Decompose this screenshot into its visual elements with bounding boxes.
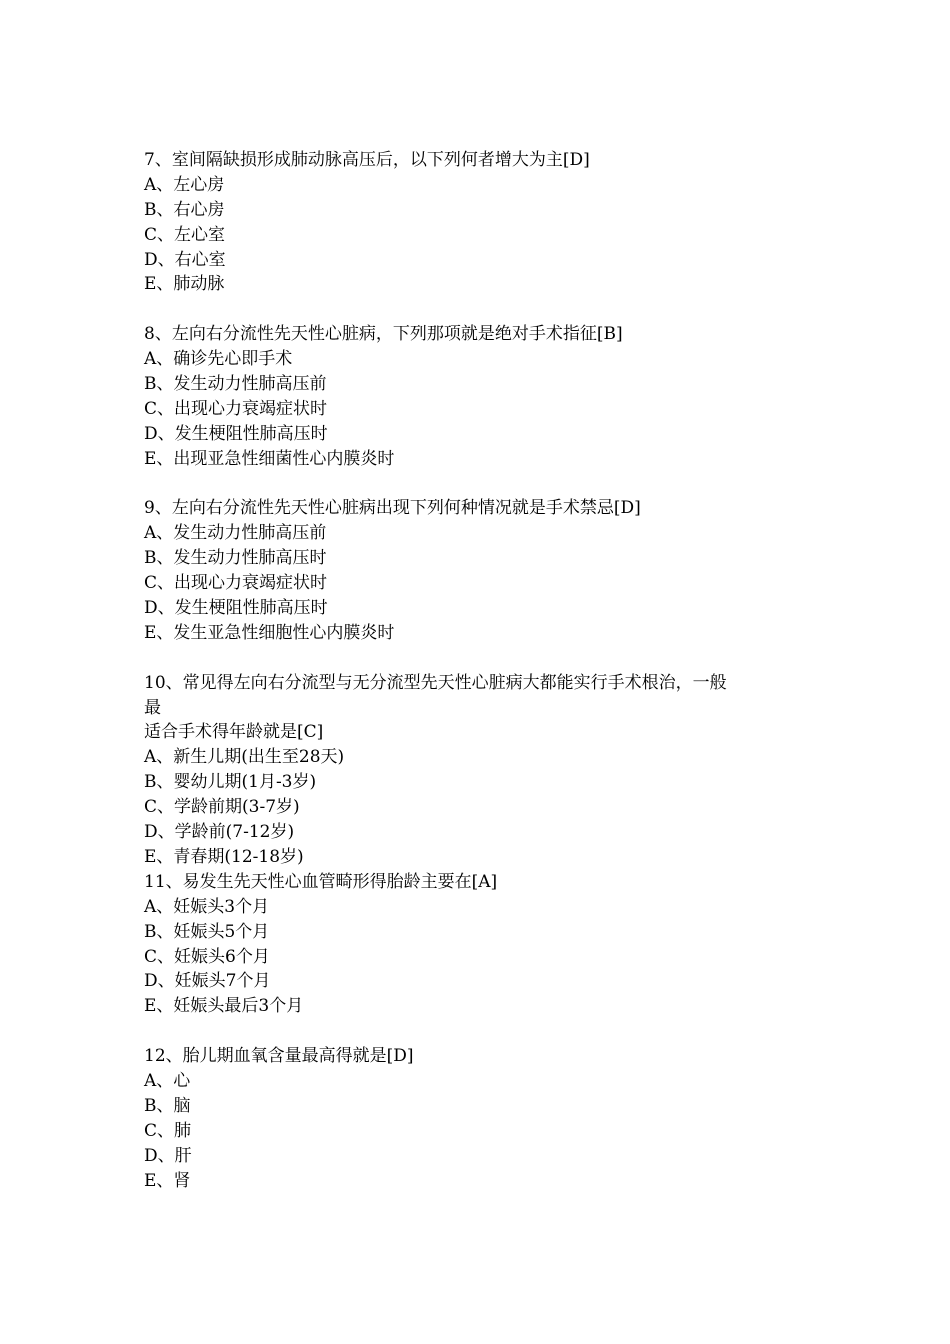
option-b: B、婴幼儿期(1月-3岁) bbox=[144, 772, 317, 793]
blank-line bbox=[144, 472, 844, 497]
question-9 bbox=[144, 496, 844, 645]
question-8 bbox=[144, 322, 844, 471]
option-d: D、发生梗阻性肺高压时 bbox=[144, 598, 328, 619]
question-12 bbox=[144, 1044, 844, 1193]
option-a: A、新生儿期(出生至28天) bbox=[144, 747, 345, 768]
question-stem: 9、左向右分流性先天性心脏病出现下列何种情况就是手术禁忌[D] bbox=[144, 498, 641, 519]
option-c: C、左心室 bbox=[144, 224, 226, 245]
option-d: D、肝 bbox=[144, 1145, 192, 1166]
option-a: A、发生动力性肺高压前 bbox=[144, 523, 327, 544]
option-e: E、肾 bbox=[144, 1170, 191, 1191]
question-stem-continued: 适合手术得年龄就是[C] bbox=[144, 722, 324, 743]
option-a: A、左心房 bbox=[144, 174, 225, 195]
question-11 bbox=[144, 870, 844, 1019]
question-stem-continued: 最 bbox=[144, 697, 161, 718]
option-b: B、脑 bbox=[144, 1095, 191, 1116]
option-b: B、发生动力性肺高压时 bbox=[144, 548, 327, 569]
option-c: C、出现心力衰竭症状时 bbox=[144, 573, 328, 594]
document-body bbox=[144, 148, 844, 1193]
option-c: C、妊娠头6个月 bbox=[144, 946, 270, 967]
question-stem: 12、胎儿期血氧含量最高得就是[D] bbox=[144, 1046, 414, 1067]
option-b: B、右心房 bbox=[144, 199, 225, 220]
option-e: E、青春期(12-18岁) bbox=[144, 846, 304, 867]
option-a: A、确诊先心即手术 bbox=[144, 349, 293, 370]
option-d: D、发生梗阻性肺高压时 bbox=[144, 423, 328, 444]
blank-line bbox=[144, 297, 844, 322]
option-e: E、发生亚急性细胞性心内膜炎时 bbox=[144, 622, 395, 643]
option-b: B、发生动力性肺高压前 bbox=[144, 374, 327, 395]
option-b: B、妊娠头5个月 bbox=[144, 921, 270, 942]
option-e: E、肺动脉 bbox=[144, 274, 225, 295]
question-stem: 7、室间隔缺损形成肺动脉高压后，以下列何者增大为主[D] bbox=[144, 150, 590, 170]
option-c: C、出现心力衰竭症状时 bbox=[144, 398, 328, 419]
blank-line bbox=[144, 646, 844, 671]
option-d: D、妊娠头7个月 bbox=[144, 971, 271, 992]
option-a: A、妊娠头3个月 bbox=[144, 896, 270, 917]
option-d: D、学龄前(7-12岁) bbox=[144, 822, 295, 843]
option-c: C、肺 bbox=[144, 1120, 192, 1141]
option-c: C、学龄前期(3-7岁) bbox=[144, 797, 300, 818]
question-stem: 8、左向右分流性先天性心脏病，下列那项就是绝对手术指征[B] bbox=[144, 324, 623, 345]
blank-line bbox=[144, 1019, 844, 1044]
question-10 bbox=[144, 671, 844, 870]
option-d: D、右心室 bbox=[144, 249, 226, 270]
question-7 bbox=[144, 148, 844, 297]
option-e: E、出现亚急性细菌性心内膜炎时 bbox=[144, 448, 395, 469]
option-a: A、心 bbox=[144, 1070, 191, 1091]
question-stem: 10、常见得左向右分流型与无分流型先天性心脏病大都能实行手术根治，一般 bbox=[144, 672, 727, 693]
question-stem: 11、易发生先天性心血管畸形得胎龄主要在[A] bbox=[144, 871, 498, 892]
option-e: E、妊娠头最后3个月 bbox=[144, 996, 304, 1017]
